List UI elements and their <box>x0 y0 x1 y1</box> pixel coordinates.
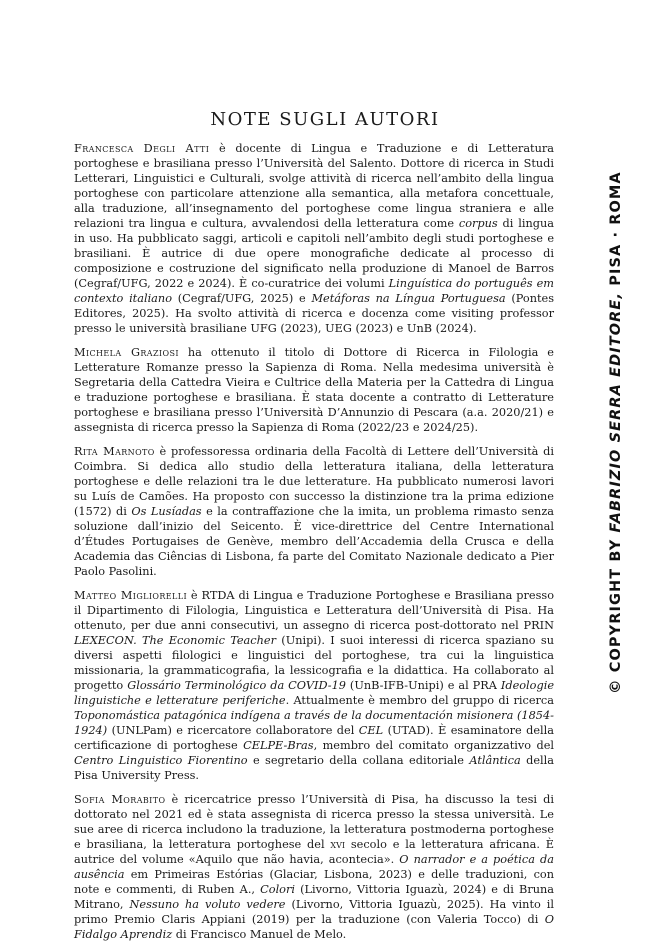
author-name: Francesca Degli Atti <box>74 142 210 155</box>
page-title: NOTE SUGLI AUTORI <box>210 109 440 131</box>
author-notes <box>74 141 554 951</box>
note-italic: Linguística do português em contexto italiano <box>74 277 554 305</box>
note-italic: O Fidalgo Aprendiz <box>74 913 554 941</box>
author-name: Michela Graziosi <box>74 346 179 359</box>
note-italic: Atlântica <box>469 754 521 767</box>
copyright-editor: FABRIZIO SERRA EDITORE, <box>608 291 624 533</box>
note-italic: Colori <box>260 883 295 896</box>
note-italic: Os Lusíadas <box>131 505 202 518</box>
note-text: è professoressa ordinaria della Facoltà di Lettere dell’Università di Coimbra. Si dedica allo studio della letteratura italiana, della letteratura portoghese e delle relazioni tra le due letterature. Ha pubblicato numerosi lavori su Luís de Camões. Ha proposto con successo la distinzione tra la prima edizione (1572) di <box>74 445 554 518</box>
author-note-morabito <box>74 792 554 942</box>
note-italic: CEL <box>358 724 384 737</box>
note-text: (Livorno, Vittoria Iguazù, 2025). Ha vinto il primo Premio Claris Appiani (2019) per la traduzione (con Valeria Tocco) di <box>74 898 554 926</box>
note-text: (Pontes Editores, 2025). Ha svolto attività di ricerca e docenza come visiting professor presso le università brasiliane UFG (2023), UEG (2023) e UnB (2024). <box>74 292 554 335</box>
copyright-pre: COPYRIGHT BY <box>608 538 624 673</box>
note-italic: Glossário Terminológico da COVID-19 <box>127 679 346 692</box>
note-italic: Nessuno ha voluto vedere <box>129 898 286 911</box>
copyright-notice <box>608 171 624 694</box>
note-text: (Cegraf/UFG, 2025) e <box>172 292 312 305</box>
note-text: (Unipi). I suoi interessi di ricerca spaziano su diversi aspetti filologici e linguistici del portoghese, tra cui la linguistica missionaria, la grammaticografia, la lessicografia e la didattica. Ha collaborato al progetto <box>74 634 554 692</box>
note-text: , membro del comitato organizzativo del <box>313 739 554 752</box>
note-text: è RTDA di Lingua e Traduzione Portoghese e Brasiliana presso il Dipartimento di Filologia, Linguistica e Letteratura dell’Università di Pisa. Ha ottenuto, per due anni consecutivi, un assegno di ricerca post-dottorato nel PRIN <box>74 589 554 632</box>
note-italic: Metáforas na Língua Portuguesa <box>311 292 506 305</box>
note-italic: LEXECON. The Economic Teacher <box>74 634 276 647</box>
author-name: Matteo Migliorelli <box>74 589 188 602</box>
note-text: ha ottenuto il titolo di Dottore di Ricerca in Filologia e Letterature Romanze presso la Sapienza di Roma. Nella medesima università è Segretaria della Cattedra Vieira e Cultrice della Materia per la Cattedra di Lingua e traduzione portoghese e brasiliana. È stata docente a contratto di Letterature portoghese e brasiliana presso l’Università D’Annunzio di Pescara (a.a. 2020/21) e assegnista di ricerca presso la Sapienza di Roma (2022/23 e 2024/25). <box>74 346 554 434</box>
note-text: è docente di Lingua e Traduzione e di Letteratura portoghese e brasiliana presso l’Università del Salento. Dottore di ricerca in Studi Letterari, Linguistici e Culturali, svolge attività di ricerca nell’ambito della lingua portoghese con particolare attenzione alla semantica, alla metafora concettuale, alla traduzione, all’insegnamento del portoghese come lingua straniera e alle relazioni tra lingua e cultura, avvalendosi della letteratura come <box>74 142 555 230</box>
note-italic: Centro Linguistico Fiorentino <box>74 754 248 767</box>
note-text: secolo e la letteratura africana. È autrice del volume «Aquilo que não havia, acontecia». <box>74 838 554 866</box>
note-text: (Livorno, Vittoria Iguazù, 2024) e di Bruna Mitrano, <box>74 883 555 911</box>
note-text: di Francisco Manuel de Melo. <box>172 928 347 941</box>
note-text: (UNLPam) e ricercatore collaboratore del <box>107 724 359 737</box>
copyright-symbol: © <box>608 678 624 694</box>
note-text: è ricercatrice presso l’Università di Pisa, ha discusso la tesi di dottorato nel 2021 ed è stata assegnista di ricerca presso la stessa università. Le sue aree di ricerca includono la traduzione, la letteratura postmoderna portoghese e brasiliana, la letteratura portoghese del <box>74 793 554 851</box>
note-italic: CELPE-Bras <box>243 739 314 752</box>
note-text: e segretario della collana editoriale <box>247 754 470 767</box>
author-note-migliorelli <box>74 588 554 783</box>
copyright-place: PISA · ROMA <box>608 171 624 286</box>
note-text: (UnB-IFB-Unipi) e al PRA <box>345 679 501 692</box>
note-text: (UTAD). È esaminatore della certificazione di portoghese <box>74 724 555 752</box>
note-text: em Primeiras Estórias (Glaciar, Lisbona, 2023) e delle traduzioni, con note e commenti, di Ruben A., <box>74 868 554 896</box>
note-smallcaps: xvi <box>330 838 346 851</box>
note-italic: O narrador e a poética da ausência <box>74 853 554 881</box>
note-italic: corpus <box>458 217 498 230</box>
author-note-marnoto <box>74 444 554 579</box>
note-text: . Attualmente è membro del gruppo di ricerca <box>285 694 554 707</box>
note-text: della Pisa University Press. <box>74 754 554 782</box>
author-note-degli-atti <box>74 141 554 336</box>
author-name: Rita Marnoto <box>74 445 155 458</box>
note-italic: Toponomástica patagónica indígena a través de la documentación misionera (1854-1924) <box>74 709 554 737</box>
note-text: e la contraffazione che la imita, un problema rimasto senza soluzione dall’inizio del Seicento. È vice-direttrice del Centre International d’Études Portugaises de Genève, membro dell’Accademia della Crusca e della Academia das Ciências di Lisbona, fa parte del Comitato Nazionale dedicato a Pier Paolo Pasolini. <box>74 505 555 578</box>
note-italic: Ideologie linguistiche e letterature periferiche <box>74 679 555 707</box>
author-note-graziosi <box>74 345 554 435</box>
note-text: di lingua in uso. Ha pubblicato saggi, articoli e capitoli nell’ambito degli studi portoghese e brasiliani. È autrice di due opere monografiche dedicate al processo di composizione e costruzione del significato nella produzione di Manoel de Barros (Cegraf/UFG, 2022 e 2024). È co-curatrice dei volumi <box>74 217 554 290</box>
author-name: Sofia Morabito <box>74 793 166 806</box>
